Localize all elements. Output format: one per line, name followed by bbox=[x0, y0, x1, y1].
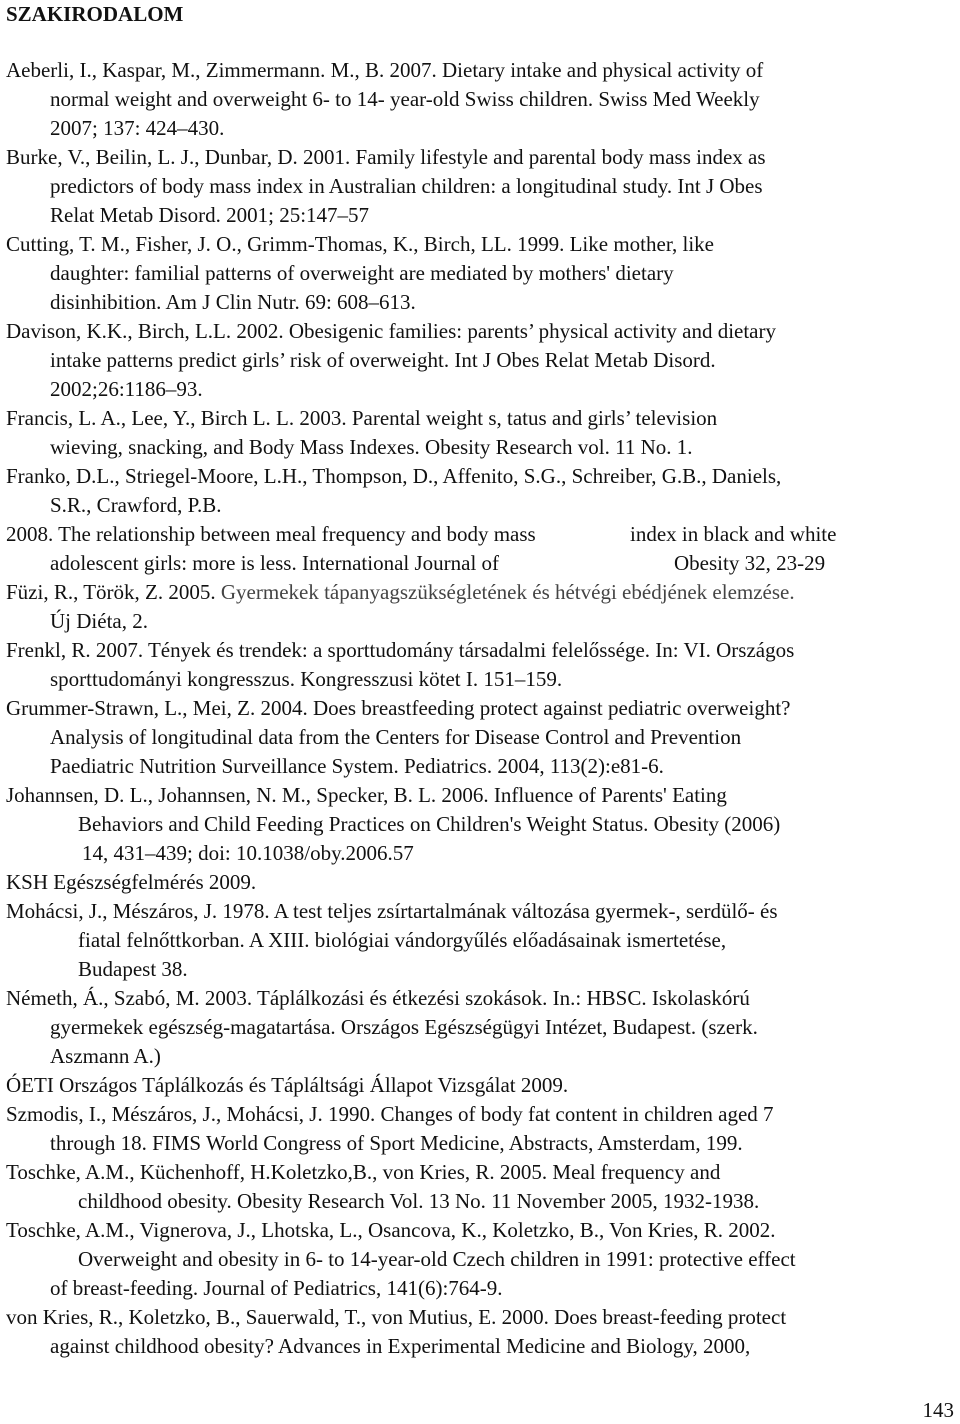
reference-line: 2007; 137: 424–430. bbox=[50, 116, 225, 140]
reference-line: sporttudományi kongresszus. Kongresszusi kötet I. 151–159. bbox=[50, 667, 563, 691]
reference-line: childhood obesity. Obesity Research Vol. 13 No. 11 November 2005, 1932-1938. bbox=[78, 1189, 760, 1213]
reference-line: Aszmann A.) bbox=[50, 1044, 161, 1068]
reference-line: Grummer-Strawn, L., Mei, Z. 2004. Does breastfeeding protect against pediatric overweight? bbox=[6, 696, 791, 720]
reference-johannsen bbox=[6, 781, 956, 868]
reference-line: Obesity 32, 23-29 bbox=[674, 551, 826, 575]
reference-line: Francis, L. A., Lee, Y., Birch L. L. 2003. Parental weight s, tatus and girls’ television bbox=[6, 406, 718, 430]
reference-line: Budapest 38. bbox=[78, 957, 188, 981]
reference-burke bbox=[6, 143, 956, 230]
reference-line: Aeberli, I., Kaspar, M., Zimmermann. M., B. 2007. Dietary intake and physical activity of bbox=[6, 58, 764, 82]
reference-frenkl bbox=[6, 636, 956, 694]
reference-line: Burke, V., Beilin, L. J., Dunbar, D. 2001. Family lifestyle and parental body mass index as bbox=[6, 145, 766, 169]
reference-ksh bbox=[6, 868, 956, 897]
reference-cutting bbox=[6, 230, 956, 317]
reference-line: of breast-feeding. Journal of Pediatrics, 141(6):764-9. bbox=[50, 1276, 503, 1300]
reference-line: Paediatric Nutrition Surveillance System. Pediatrics. 2004, 113(2):e81-6. bbox=[50, 754, 664, 778]
reference-aeberli bbox=[6, 56, 956, 143]
reference-line: 2008. The relationship between meal frequency and body mass bbox=[6, 522, 536, 546]
reference-line: Új Diéta, 2. bbox=[50, 609, 148, 633]
reference-line bbox=[6, 578, 956, 607]
reference-line: predictors of body mass index in Australian children: a longitudinal study. Int J Obes bbox=[50, 174, 763, 198]
reference-oeti bbox=[6, 1071, 956, 1100]
page-heading: SZAKIRODALOM bbox=[6, 2, 184, 26]
reference-author: Füzi, R., Török, Z. 2005. bbox=[6, 580, 221, 604]
reference-davison bbox=[6, 317, 956, 404]
reference-line: KSH Egészségfelmérés 2009. bbox=[6, 870, 257, 894]
reference-line: fiatal felnőttkorban. A XIII. biológiai vándorgyűlés előadásainak ismertetése, bbox=[78, 928, 727, 952]
reference-line: daughter: familial patterns of overweight are mediated by mothers' dietary bbox=[50, 261, 674, 285]
reference-line: Mohácsi, J., Mészáros, J. 1978. A test teljes zsírtartalmának változása gyermek-, serdülő- és bbox=[6, 899, 778, 923]
reference-line: Johannsen, D. L., Johannsen, N. M., Specker, B. L. 2006. Influence of Parents' Eating bbox=[6, 783, 727, 807]
reference-line: Relat Metab Disord. 2001; 25:147–57 bbox=[50, 203, 370, 227]
reference-line: Behaviors and Child Feeding Practices on Children's Weight Status. Obesity (2006) bbox=[78, 812, 781, 836]
reference-line: through 18. FIMS World Congress of Sport Medicine, Abstracts, Amsterdam, 199. bbox=[50, 1131, 743, 1155]
reference-line: Overweight and obesity in 6- to 14-year-old Czech children in 1991: protective effect bbox=[78, 1247, 796, 1271]
reference-toschke-2005 bbox=[6, 1158, 956, 1216]
reference-von-kries bbox=[6, 1303, 956, 1361]
reference-line: 14, 431–439; doi: 10.1038/oby.2006.57 bbox=[82, 841, 414, 865]
reference-line: Analysis of longitudinal data from the Centers for Disease Control and Prevention bbox=[50, 725, 742, 749]
reference-grummer-strawn bbox=[6, 694, 956, 781]
reference-line: wieving, snacking, and Body Mass Indexes. Obesity Research vol. 11 No. 1. bbox=[50, 435, 693, 459]
reference-line: gyermekek egészség-magatartása. Országos Egészségügyi Intézet, Budapest. (szerk. bbox=[50, 1015, 758, 1039]
reference-mohacsi bbox=[6, 897, 956, 984]
reference-line: Szmodis, I., Mészáros, J., Mohácsi, J. 1990. Changes of body fat content in children aged 7 bbox=[6, 1102, 774, 1126]
reference-line: Frenkl, R. 2007. Tények és trendek: a sporttudomány társadalmi felelőssége. In: VI. Országos bbox=[6, 638, 795, 662]
reference-title: Gyermekek tápanyagszükségletének és hétvégi ebédjének elemzése. bbox=[220, 580, 795, 604]
reference-line: disinhibition. Am J Clin Nutr. 69: 608–613. bbox=[50, 290, 416, 314]
reference-line: von Kries, R., Koletzko, B., Sauerwald, T., von Mutius, E. 2000. Does breast-feeding protect bbox=[6, 1305, 787, 1329]
reference-franko-2008 bbox=[6, 520, 956, 578]
reference-line: Franko, D.L., Striegel-Moore, L.H., Thompson, D., Affenito, S.G., Schreiber, G.B., Daniels, bbox=[6, 464, 782, 488]
reference-nemeth bbox=[6, 984, 956, 1071]
reference-line: intake patterns predict girls’ risk of overweight. Int J Obes Relat Metab Disord. bbox=[50, 348, 716, 372]
reference-line: S.R., Crawford, P.B. bbox=[50, 493, 222, 517]
reference-line: Németh, Á., Szabó, M. 2003. Táplálkozási és étkezési szokások. In.: HBSC. Iskolaskórú bbox=[6, 986, 750, 1010]
reference-toschke-2002 bbox=[6, 1216, 956, 1303]
reference-line: Davison, K.K., Birch, L.L. 2002. Obesigenic families: parents’ physical activity and dietary bbox=[6, 319, 776, 343]
reference-franko bbox=[6, 462, 956, 520]
reference-szmodis bbox=[6, 1100, 956, 1158]
reference-fuzi bbox=[6, 578, 956, 636]
reference-line: against childhood obesity? Advances in Experimental Medicine and Biology, 2000, bbox=[50, 1334, 751, 1358]
reference-francis bbox=[6, 404, 956, 462]
reference-line-split bbox=[6, 549, 956, 578]
reference-line: 2002;26:1186–93. bbox=[50, 377, 203, 401]
reference-line: ÓETI Országos Táplálkozás és Tápláltsági Állapot Vizsgálat 2009. bbox=[6, 1073, 569, 1097]
reference-line: Cutting, T. M., Fisher, J. O., Grimm-Thomas, K., Birch, LL. 1999. Like mother, like bbox=[6, 232, 714, 256]
reference-line: index in black and white bbox=[630, 522, 837, 546]
reference-line: Toschke, A.M., Vignerova, J., Lhotska, L., Osancova, K., Koletzko, B., Von Kries, R. 2002. bbox=[6, 1218, 776, 1242]
reference-line: normal weight and overweight 6- to 14- year-old Swiss children. Swiss Med Weekly bbox=[50, 87, 760, 111]
reference-line-split bbox=[6, 520, 956, 549]
reference-line: Toschke, A.M., Küchenhoff, H.Koletzko,B., von Kries, R. 2005. Meal frequency and bbox=[6, 1160, 721, 1184]
reference-line: adolescent girls: more is less. International Journal of bbox=[50, 551, 500, 575]
page-number: 143 bbox=[922, 1398, 954, 1422]
